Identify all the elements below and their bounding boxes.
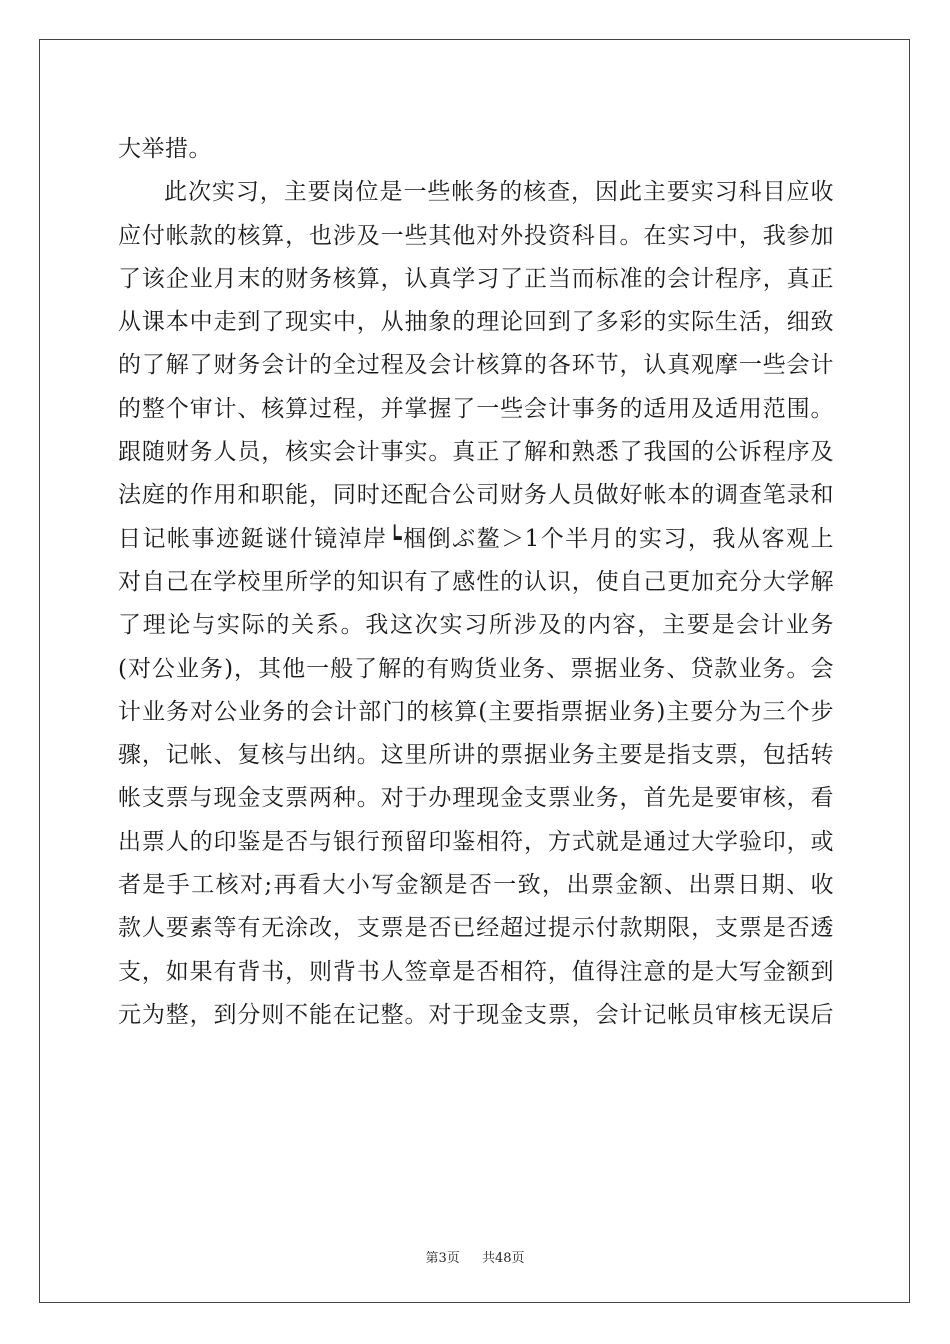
text-line: 的整个审计、核算过程，并掌握了一些会计事务的适用及适用范围。 xyxy=(118,395,834,422)
text-line: 出票人的印鉴是否与银行预留印鉴相符，方式就是通过大学验印，或 xyxy=(118,828,834,855)
text-line: 的了解了财务会计的全过程及会计核算的各环节，认真观摩一些会计 xyxy=(118,352,834,379)
text-line: 对自己在学校里所学的知识有了感性的认识，使自己更加充分大学解 xyxy=(118,568,834,595)
text-line: 支，如果有背书，则背书人签章是否相符，值得注意的是大写金额到 xyxy=(118,958,834,985)
page-number: 第3页 xyxy=(425,1251,460,1266)
text-line: 者是手工核对;再看大小写金额是否一致，出票金额、出票日期、收 xyxy=(118,872,834,899)
text-line: 计业务对公业务的会计部门的核算(主要指票据业务)主要分为三个步 xyxy=(118,698,834,725)
text-line: 此次实习，主要岗位是一些帐务的核查，因此主要实习科目应收 xyxy=(164,179,834,206)
text-line: 元为整，到分则不能在记整。对于现金支票，会计记帐员审核无误后 xyxy=(118,1001,834,1028)
document-body xyxy=(118,128,834,1037)
text-line: 应付帐款的核算，也涉及一些其他对外投资科目。在实习中，我参加 xyxy=(118,222,834,249)
text-line: 从课本中走到了现实中，从抽象的理论回到了多彩的实际生活，细致 xyxy=(118,309,834,336)
page-total: 共48页 xyxy=(482,1251,525,1266)
page-footer xyxy=(0,1247,950,1266)
text-line: 骤，记帐、复核与出纳。这里所讲的票据业务主要是指支票，包括转 xyxy=(118,742,834,769)
text-line: 帐支票与现金支票两种。对于办理现金支票业务，首先是要审核，看 xyxy=(118,785,834,812)
text-line: 日记帐事迹鋌谜什镜淖岸┕椢倒ぶ鳌＞1个半月的实习，我从客观上 xyxy=(118,525,834,552)
text-line: (对公业务)，其他一般了解的有购货业务、票据业务、贷款业务。会 xyxy=(118,655,834,682)
text-line: 跟随财务人员，核实会计事实。真正了解和熟悉了我国的公诉程序及 xyxy=(118,439,834,466)
text-line: 法庭的作用和职能，同时还配合公司财务人员做好帐本的调查笔录和 xyxy=(118,482,834,509)
text-line: 了理论与实际的关系。我这次实习所涉及的内容，主要是会计业务 xyxy=(118,612,834,639)
text-line: 款人要素等有无涂改，支票是否已经超过提示付款期限，支票是否透 xyxy=(118,915,834,942)
text-line: 大举措。 xyxy=(118,136,212,162)
text-line: 了该企业月末的财务核算，认真学习了正当而标准的会计程序，真正 xyxy=(118,265,834,292)
